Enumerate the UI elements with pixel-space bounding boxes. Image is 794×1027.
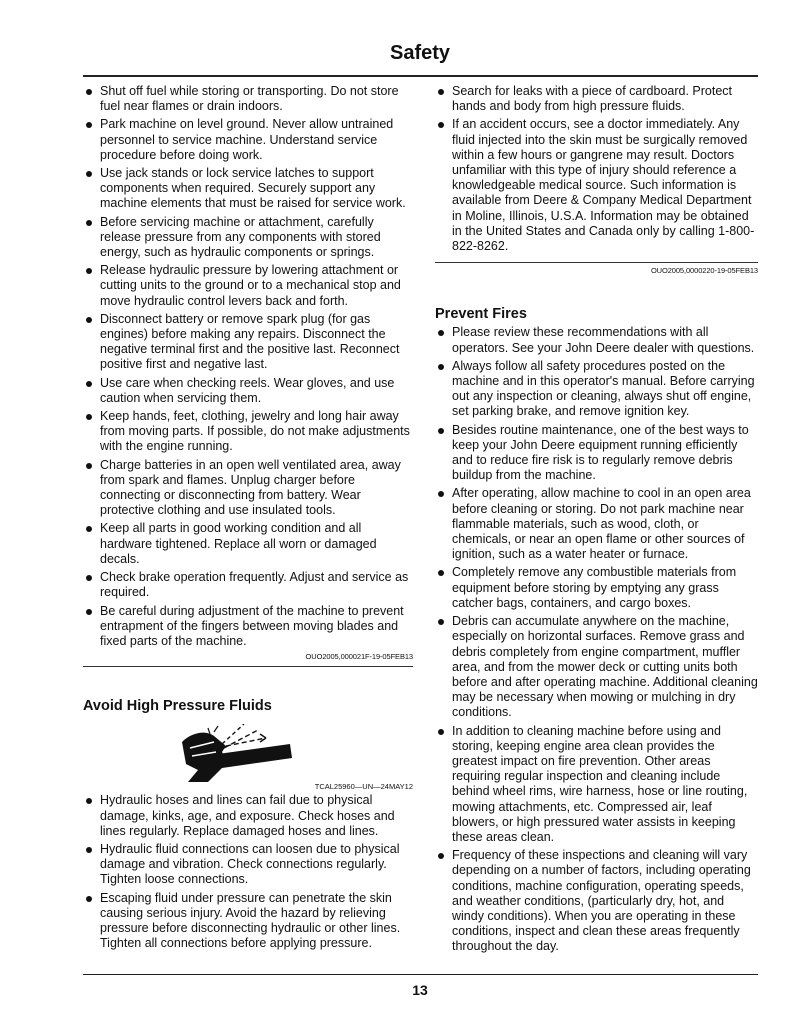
section-heading-avoid-high-pressure-fluids: Avoid High Pressure Fluids bbox=[83, 698, 272, 715]
list-item: Besides routine maintenance, one of the best ways to keep your John Deere equipment running efficiently and to reduce fire risk is to regularly remove debris buildup from the machine. bbox=[435, 423, 758, 484]
list-item: Escaping fluid under pressure can penetrate the skin causing serious injury. Avoid the hazard by relieving pressure before disconnecting hydraulic or other lines. Tighten all connections before applying pressure. bbox=[83, 891, 413, 952]
left-avoid-bullet-list bbox=[83, 793, 413, 951]
left-column bbox=[83, 84, 413, 954]
list-item: Shut off fuel while storing or transporting. Do not store fuel near flames or drain indoors. bbox=[83, 84, 413, 114]
section-heading-prevent-fires: Prevent Fires bbox=[435, 306, 527, 323]
list-item: Frequency of these inspections and cleaning will vary depending on a number of factors, including operating conditions, machine configuration, operating speeds, and weather conditions, (particularly dry, hot, and windy conditions). When you are operating in these conditions, inspect and clean these areas frequently throughout the day. bbox=[435, 848, 758, 954]
list-item: Be careful during adjustment of the machine to prevent entrapment of the fingers between moving blades and fixed parts of the machine. bbox=[83, 604, 413, 650]
reference-code: OUO2005,000021F-19-05FEB13 bbox=[305, 652, 413, 662]
list-item: Keep all parts in good working condition and all hardware tightened. Replace all worn or damaged decals. bbox=[83, 521, 413, 567]
list-item: Hydraulic fluid connections can loosen due to physical damage and vibration. Check connections regularly. Tighten loose connections. bbox=[83, 842, 413, 888]
list-item: Completely remove any combustible materials from equipment before storing by emptying any grass catcher bags, containers, and cargo boxes. bbox=[435, 565, 758, 611]
list-item: If an accident occurs, see a doctor immediately. Any fluid injected into the skin must be surgically removed within a few hours or gangrene may result. Doctors unfamiliar with this type of injury should reference a knowledgeable medical source. Such information is available from Deere & Company Medical Department in Moline, Illinois, U.S.A. Information may be obtained in the United States and Canada only by calling 1-800-822-8262. bbox=[435, 117, 758, 254]
list-item: Charge batteries in an open well ventilated area, away from spark and flames. Unplug charger before connecting or disconnecting from battery. Wear protective clothing and use insulated tools. bbox=[83, 458, 413, 519]
section-rule bbox=[435, 262, 758, 263]
list-item: After operating, allow machine to cool in an open area before cleaning or storing. Do not park machine near flammable materials, such as wood, cloth, or chemicals, or near an open flame or other sources of ignition, such as a water heater or furnace. bbox=[435, 486, 758, 562]
list-item: Always follow all safety procedures posted on the machine and in this operator's manual. Before carrying out any inspection or cleaning, always shut off engine, set parking brake, and remove ignition key. bbox=[435, 359, 758, 420]
list-item: Hydraulic hoses and lines can fail due to physical damage, kinks, age, and exposure. Check hoses and lines regularly. Replace damaged hoses and lines. bbox=[83, 793, 413, 839]
left-top-bullet-list bbox=[83, 84, 413, 649]
list-item: Use care when checking reels. Wear gloves, and use caution when servicing them. bbox=[83, 376, 413, 406]
footer-rule bbox=[83, 974, 758, 975]
header-rule bbox=[83, 75, 758, 77]
list-item: Please review these recommendations with all operators. See your John Deere dealer with questions. bbox=[435, 325, 758, 355]
list-item: Check brake operation frequently. Adjust and service as required. bbox=[83, 570, 413, 600]
list-item: Search for leaks with a piece of cardboard. Protect hands and body from high pressure fluids. bbox=[435, 84, 758, 114]
section-rule bbox=[83, 666, 413, 667]
right-top-bullet-list bbox=[435, 84, 758, 254]
right-fires-bullet-list bbox=[435, 325, 758, 954]
list-item: Use jack stands or lock service latches to support components when required. Securely support any machine elements that must be raised for service work. bbox=[83, 166, 413, 212]
list-item: Park machine on level ground. Never allow untrained personnel to service machine. Understand service procedure before doing work. bbox=[83, 117, 413, 163]
high-pressure-fluid-hand-icon bbox=[178, 724, 294, 782]
list-item: Debris can accumulate anywhere on the machine, especially on horizontal surfaces. Remove grass and debris completely from engine compartment, muffler area, and from the mower deck or cutting units both before and after operating machine. Additional cleaning may be necessary when mowing or mulching in dry conditions. bbox=[435, 614, 758, 720]
list-item: Release hydraulic pressure by lowering attachment or cutting units to the ground or to a mechanical stop and move hydraulic control levers back and forth. bbox=[83, 263, 413, 309]
list-item: Keep hands, feet, clothing, jewelry and long hair away from moving parts. If possible, do not make adjustments with the engine running. bbox=[83, 409, 413, 455]
list-item: Disconnect battery or remove spark plug (for gas engines) before making any repairs. Disconnect the negative terminal first and the positive last. Reconnect positive first and negative last. bbox=[83, 312, 413, 373]
page-title: Safety bbox=[389, 42, 451, 64]
reference-code: OUO2005,0000220-19-05FEB13 bbox=[650, 266, 758, 276]
list-item: Before servicing machine or attachment, carefully release pressure from any components with stored energy, such as hydraulic components or springs. bbox=[83, 215, 413, 261]
page-number: 13 bbox=[412, 982, 428, 998]
right-column bbox=[435, 84, 758, 958]
figure-reference-code: TCAL25960—UN—24MAY12 bbox=[314, 782, 413, 792]
list-item: In addition to cleaning machine before using and storing, keeping engine area clean provides the greatest impact on fire prevention. Other areas requiring regular inspection and cleaning include behind wheel rims, wire harness, hose or line routing, mowing attachments, etc. Compressed air, leaf blowers, or high pressured water assists in keeping these areas clean. bbox=[435, 724, 758, 846]
